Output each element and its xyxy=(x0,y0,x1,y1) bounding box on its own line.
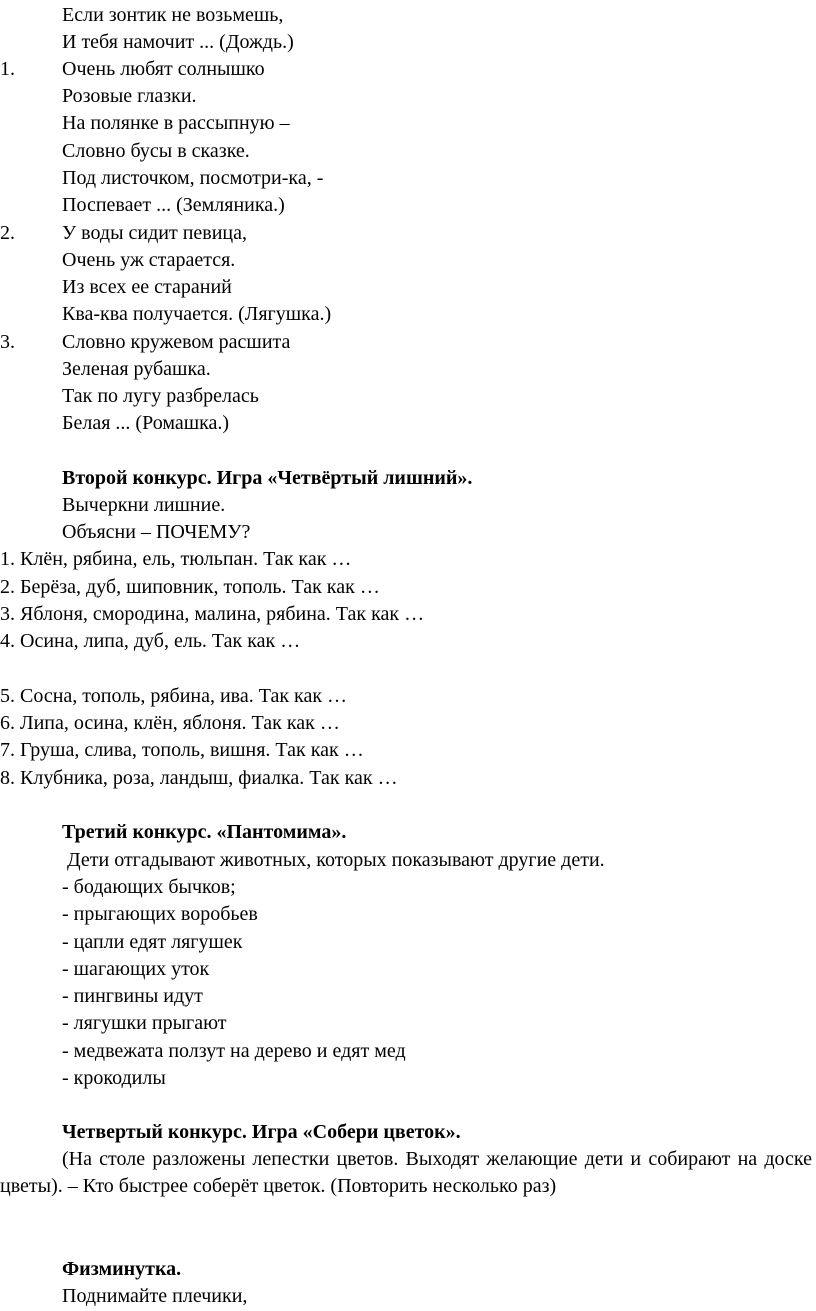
list-item: 7. Груша, слива, тополь, вишня. Так как … xyxy=(0,739,364,761)
poem-line: Белая ... (Ромашка.) xyxy=(62,412,230,434)
list-item: 1. Клён, рябина, ель, тюльпан. Так как … xyxy=(0,548,352,570)
poem-line: Если зонтик не возьмешь, xyxy=(62,4,284,26)
list-item: - цапли едят лягушек xyxy=(62,931,243,953)
poem-line: Словно бусы в сказке. xyxy=(62,140,250,162)
list-item: 4. Осина, липа, дуб, ель. Так как … xyxy=(0,630,301,652)
section-heading: Четвертый конкурс. Игра «Собери цветок». xyxy=(62,1121,461,1143)
poem-line: И тебя намочит ... (Дождь.) xyxy=(62,31,294,53)
riddle-number: 3. xyxy=(0,331,15,353)
list-item: - лягушки прыгают xyxy=(62,1012,227,1034)
list-item: - пингвины идут xyxy=(62,985,203,1007)
list-item: - бодающих бычков; xyxy=(62,876,236,898)
section-heading: Второй конкурс. Игра «Четвёртый лишний». xyxy=(62,467,473,489)
poem-line: Словно кружевом расшита xyxy=(62,331,291,353)
riddle-number: 1. xyxy=(0,58,15,80)
poem-line: Розовые глазки. xyxy=(62,85,197,107)
list-item: - прыгающих воробьев xyxy=(62,903,258,925)
section-intro: Дети отгадывают животных, которых показывают другие дети. xyxy=(62,849,605,871)
list-item: - крокодилы xyxy=(62,1067,166,1089)
poem-line: Очень уж старается. xyxy=(62,249,236,271)
list-item: 5. Сосна, тополь, рябина, ива. Так как … xyxy=(0,685,348,707)
riddle-number: 2. xyxy=(0,222,15,244)
poem-line: У воды сидит певица, xyxy=(62,222,248,244)
poem-line: Под листочком, посмотри-ка, - xyxy=(62,167,324,189)
poem-line: Из всех ее стараний xyxy=(62,276,232,298)
poem-line: Очень любят солнышко xyxy=(62,58,265,80)
poem-line: На полянке в рассыпную – xyxy=(62,112,290,134)
section-heading: Физминутка. xyxy=(62,1258,182,1280)
instruction-line: Вычеркни лишние. xyxy=(62,494,226,516)
poem-line: Зеленая рубашка. xyxy=(62,358,211,380)
poem-line: Поднимайте плечики, xyxy=(62,1285,248,1307)
section-paragraph: (На столе разложены лепестки цветов. Выходят желающие дети и собирают на доске цветы). – Кто быстрее соберёт цветок. (Повторить несколько раз) xyxy=(0,1148,812,1198)
instruction-line: Объясни – ПОЧЕМУ? xyxy=(62,521,251,543)
list-item: 8. Клубника, роза, ландыш, фиалка. Так как … xyxy=(0,767,398,789)
poem-line: Поспевает ... (Земляника.) xyxy=(62,194,285,216)
list-item: - шагающих уток xyxy=(62,958,210,980)
poem-line: Так по лугу разбрелась xyxy=(62,385,259,407)
poem-line: Ква-ква получается. (Лягушка.) xyxy=(62,303,332,325)
section-heading: Третий конкурс. «Пантомима». xyxy=(62,821,347,843)
list-item: 6. Липа, осина, клён, яблоня. Так как … xyxy=(0,712,340,734)
list-item: 3. Яблоня, смородина, малина, рябина. Так как … xyxy=(0,603,425,625)
list-item: 2. Берёза, дуб, шиповник, тополь. Так как … xyxy=(0,576,380,598)
list-item: - медвежата ползут на дерево и едят мед xyxy=(62,1040,406,1062)
